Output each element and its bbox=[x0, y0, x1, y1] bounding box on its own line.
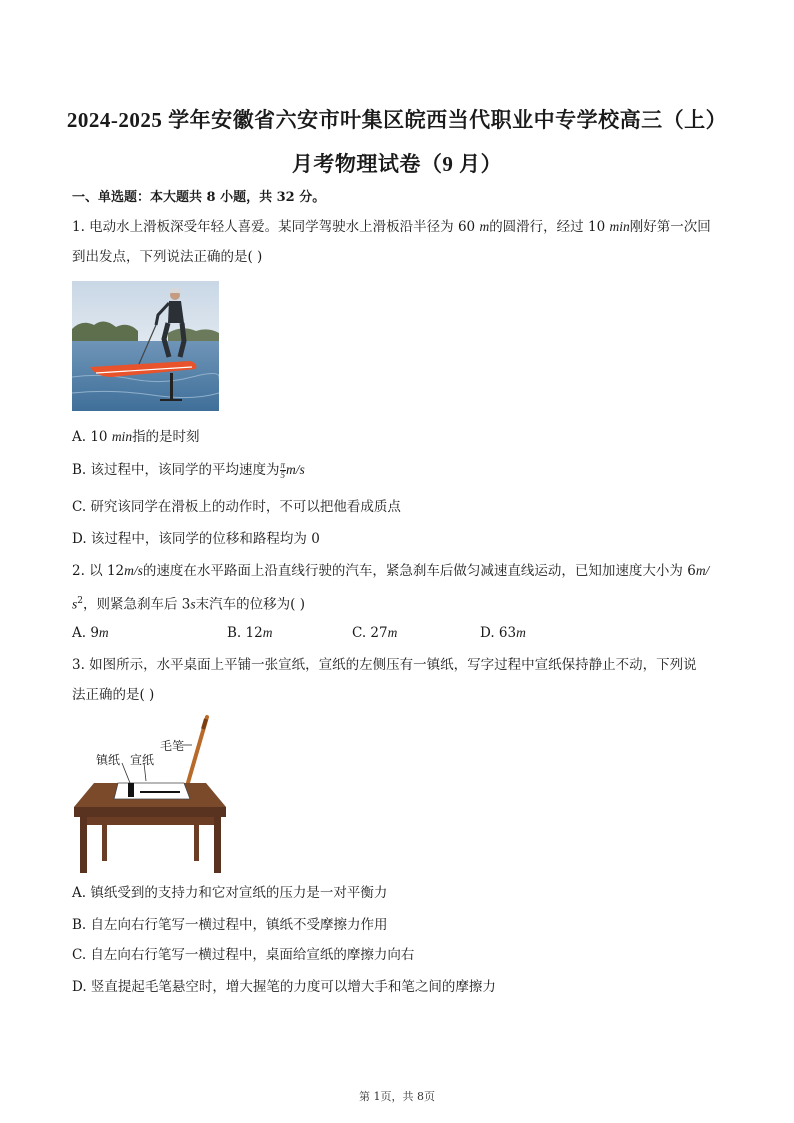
q3-option-b[interactable]: B. 自左向右行笔写一横过程中，镇纸不受摩擦力作用 bbox=[72, 917, 388, 933]
q2-option-a[interactable] bbox=[72, 624, 109, 642]
desk-illustration bbox=[72, 713, 232, 875]
q3-figure-desk-brush bbox=[72, 713, 232, 875]
q2-option-d[interactable] bbox=[480, 624, 526, 642]
q1-option-d[interactable]: D. 该过程中，该同学的位移和路程均为 0 bbox=[72, 531, 320, 547]
q3-option-a[interactable]: A. 镇纸受到的支持力和它对宣纸的压力是一对平衡力 bbox=[72, 885, 388, 901]
q2-option-unit: m bbox=[516, 625, 526, 640]
q2-option-unit: m bbox=[262, 625, 273, 640]
q2-text: 的速度在水平路面上沿直线行驶的汽车，紧急刹车后做匀减速直线运动，已知加速度大小为 6 bbox=[142, 563, 696, 579]
q2-exponent: 2 bbox=[77, 596, 83, 606]
q2-unit: s bbox=[190, 596, 196, 612]
q1-option-b-unit: m/s bbox=[286, 462, 305, 477]
q2-text: ，则紧急刹车后 3 bbox=[83, 596, 191, 613]
exam-title-line2: 月考物理试卷（9 月） bbox=[291, 152, 503, 176]
q2-option-c[interactable] bbox=[352, 624, 397, 642]
q1-unit: min bbox=[609, 219, 630, 234]
q1-unit: m bbox=[479, 219, 490, 234]
q2-stem-line2 bbox=[72, 592, 305, 614]
q1-text: 刚好第一次回 bbox=[629, 219, 711, 235]
fig-label-paper: 宣纸 bbox=[130, 753, 155, 767]
q2-option-b[interactable] bbox=[227, 624, 272, 642]
q1-option-b[interactable] bbox=[72, 461, 305, 480]
q2-option-c-text: C. 27 bbox=[352, 625, 388, 641]
fig-label-weight: 镇纸 bbox=[96, 753, 121, 767]
page-number-footer: 第 1页，共 8页 bbox=[359, 1090, 435, 1103]
q2-text: 末汽车的位移为( ) bbox=[195, 596, 305, 613]
q2-option-b-text: B. 12 bbox=[227, 625, 263, 641]
q2-option-a-text: A. 9 bbox=[72, 625, 99, 641]
q1-stem-line2: 到出发点，下列说法正确的是( ) bbox=[72, 249, 263, 265]
q2-unit: s bbox=[72, 596, 78, 612]
q2-stem-line1 bbox=[72, 562, 709, 580]
q2-option-d-text: D. 63 bbox=[480, 625, 517, 641]
q1-option-a-unit: min bbox=[111, 429, 133, 444]
q1-option-a-text: A. 10 bbox=[72, 429, 112, 445]
q1-photo-hydrofoil-surfer bbox=[72, 281, 219, 411]
q2-unit: m/ bbox=[695, 563, 710, 578]
q1-option-b-text: B. 该过程中，该同学的平均速度为 bbox=[72, 462, 280, 478]
q1-text: 的圆滑行，经过 10 bbox=[489, 219, 610, 235]
q2-option-unit: m bbox=[98, 625, 109, 640]
q1-stem-line1 bbox=[72, 218, 711, 236]
exam-title-line1: 2024-2025 学年安徽省六安市叶集区皖西当代职业中专学校高三（上） bbox=[66, 108, 728, 132]
q3-option-d[interactable]: D. 竖直提起毛笔悬空时，增大握笔的力度可以增大手和笔之间的摩擦力 bbox=[72, 979, 496, 995]
section-heading-single-choice: 一、单选题：本大题共 8 小题，共 32 分。 bbox=[72, 190, 326, 205]
q3-option-c[interactable]: C. 自左向右行笔写一横过程中，桌面给宣纸的摩擦力向右 bbox=[72, 947, 415, 963]
fraction-denominator: 5 bbox=[280, 470, 286, 480]
q1-option-a-text: 指的是时刻 bbox=[132, 429, 200, 445]
q2-option-unit: m bbox=[387, 625, 398, 640]
q1-text: 1. 电动水上滑板深受年轻人喜爱。某同学驾驶水上滑板沿半径为 60 bbox=[72, 219, 480, 235]
fig-label-brush: 毛笔 bbox=[160, 739, 185, 753]
q3-stem-line1: 3. 如图所示，水平桌面上平铺一张宣纸，宣纸的左侧压有一镇纸，写字过程中宣纸保持静止不动，下列说 bbox=[72, 657, 697, 673]
q1-option-a[interactable] bbox=[72, 428, 200, 446]
q2-unit: m/s bbox=[124, 563, 143, 578]
fraction-numerator: π bbox=[280, 460, 286, 470]
q3-stem-line2: 法正确的是( ) bbox=[72, 687, 155, 703]
q2-text: 2. 以 12 bbox=[72, 563, 125, 579]
q1-option-c[interactable]: C. 研究该同学在滑板上的动作时，不可以把他看成质点 bbox=[72, 499, 401, 515]
